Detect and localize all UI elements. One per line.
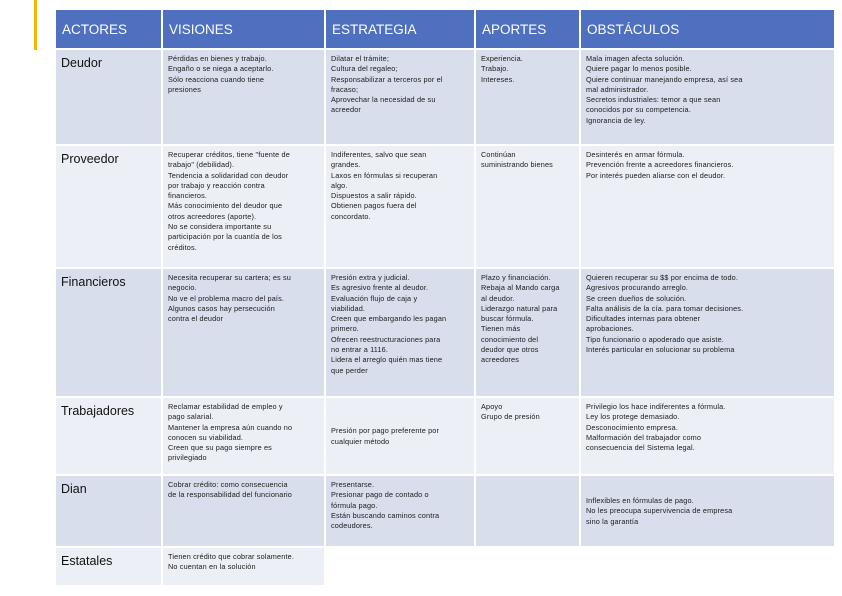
cell-line: al deudor. — [481, 293, 515, 303]
cell-line: Tipo funcionario o apoderado que asiste. — [586, 334, 724, 344]
estrategia-cell — [326, 476, 474, 546]
cell-line: Indiferentes, salvo que sean — [331, 150, 427, 159]
cell-line: Recuperar créditos, tiene "fuente de — [168, 150, 290, 159]
visiones-cell — [163, 398, 324, 474]
cell-line: Desinterés en armar fórmula. — [586, 150, 685, 159]
cell-line: Reclamar estabilidad de empleo y — [168, 402, 283, 411]
cell-line: de la responsabilidad del funcionario — [168, 490, 293, 500]
aportes-cell — [476, 269, 579, 396]
cell-line: Dilatar el trámite; — [331, 54, 389, 63]
cell-line: viabilidad. — [331, 303, 366, 313]
cell-line: No les preocupa supervivencia de empresa — [586, 506, 733, 516]
cell-line: créditos. — [168, 242, 197, 252]
cell-line: Privilegio los hace indiferentes a fórmula. — [586, 402, 726, 411]
cell-line: cualquier método — [331, 436, 390, 446]
cell-line: Falta análisis de la cía. para tomar decisiones. — [586, 303, 744, 313]
cell-line: sino la garantía — [586, 516, 639, 526]
cell-line: Engaño o se niega a aceptarlo. — [168, 64, 274, 74]
visiones-cell — [163, 548, 324, 585]
visiones-cell — [163, 476, 324, 546]
cell-line: Secretos industriales: temor a que sean — [586, 95, 721, 105]
cell-line: Presentarse. — [331, 480, 375, 489]
cell-line: Quieren recuperar su $$ por encima de todo. — [586, 273, 739, 282]
aportes-cell — [476, 476, 579, 546]
header-visiones: VISIONES — [163, 10, 324, 48]
obstaculos-cell — [581, 50, 834, 144]
cell-line: No ve el problema macro del país. — [168, 293, 285, 303]
table-row — [56, 476, 834, 546]
cell-line: Algunos casos hay persecución — [168, 303, 275, 313]
cell-line: Tienen crédito que cobrar solamente. — [168, 552, 295, 561]
cell-line: Presión extra y judicial. — [331, 273, 410, 282]
cell-line: Más conocimiento del deudor que — [168, 201, 283, 211]
cell-line: Agresivos procurando arreglo. — [586, 283, 689, 293]
cell-line: Están buscando caminos contra — [331, 510, 440, 520]
cell-line: Liderazgo natural para — [481, 303, 558, 313]
table-row — [56, 548, 834, 585]
cell-line: por trabajo y reacción contra — [168, 180, 265, 190]
cell-line: Presión por pago preferente por — [331, 426, 440, 436]
cell-line: Lidera el arreglo quién mas tiene — [331, 355, 443, 365]
header-estrategia: ESTRATEGIA — [326, 10, 474, 48]
actor-cell: Proveedor — [56, 146, 161, 267]
cell-line: Intereses. — [481, 74, 515, 84]
cell-line: No se considera importante su — [168, 222, 272, 232]
obstaculos-cell — [581, 476, 834, 546]
cell-line: consecuencia del Sistema legal. — [586, 443, 695, 453]
cell-line: pago salarial. — [168, 412, 214, 422]
cell-line: privilegiado — [168, 453, 207, 463]
cell-line: Tendencia a solidaridad con deudor — [168, 170, 289, 180]
accent-bar — [34, 0, 37, 50]
cell-line: Sólo reacciona cuando tiene — [168, 74, 265, 84]
cell-line: que perder — [331, 365, 368, 375]
cell-line: Por interés pueden aliarse con el deudor. — [586, 170, 726, 180]
cell-line: No cuentan en la solución — [168, 562, 256, 572]
actor-cell: Deudor — [56, 50, 161, 144]
estrategia-cell — [326, 398, 474, 474]
cell-line: Ley los protege demasiado. — [586, 412, 680, 422]
cell-line: contra el deudor — [168, 314, 224, 324]
cell-line: primero. — [331, 324, 359, 334]
cell-line: conocidos por su competencia. — [586, 105, 691, 115]
cell-line: Necesita recuperar su cartera; es su — [168, 273, 292, 282]
header-obstaculos: OBSTÁCULOS — [581, 10, 834, 48]
actor-cell: Dian — [56, 476, 161, 546]
cell-line: Presionar pago de contado o — [331, 490, 429, 500]
cell-line: fracaso; — [331, 84, 359, 94]
estrategia-cell — [326, 146, 474, 267]
cell-line: Plazo y financiación. — [481, 273, 551, 282]
cell-line: fórmula pago. — [331, 500, 378, 510]
header-actores: ACTORES — [56, 10, 161, 48]
cell-line: Desconocimiento empresa. — [586, 422, 679, 432]
cell-line: Creen que embargando les pagan — [331, 314, 447, 324]
cell-line: Mantener la empresa aún cuando no — [168, 422, 293, 432]
cell-line: deudor que otros — [481, 345, 539, 355]
cell-line: concordato. — [331, 211, 371, 221]
header-aportes: APORTES — [476, 10, 579, 48]
cell-line: negocio. — [168, 283, 197, 293]
cell-line: Malformación del trabajador como — [586, 432, 702, 442]
visiones-cell — [163, 50, 324, 144]
table-row — [56, 398, 834, 474]
obstaculos-cell — [581, 269, 834, 396]
cell-line: acreedor — [331, 105, 361, 115]
actor-cell: Estatales — [56, 548, 161, 585]
cell-line: trabajo" (debilidad). — [168, 160, 235, 170]
cell-line: Interés particular en solucionar su problema — [586, 345, 735, 355]
cell-line: Prevención frente a acreedores financieros. — [586, 160, 734, 170]
cell-line: algo. — [331, 180, 348, 190]
cell-line: Evaluación flujo de caja y — [331, 293, 418, 303]
cell-line: conocen su viabilidad. — [168, 432, 244, 442]
cell-line: Pérdidas en bienes y trabajo. — [168, 54, 267, 63]
estrategia-cell — [326, 269, 474, 396]
cell-line: Experiencia. — [481, 54, 523, 63]
obstaculos-cell — [581, 548, 834, 585]
cell-line: Dificultades internas para obtener — [586, 314, 701, 324]
cell-line: Laxos en fórmulas si recuperan — [331, 170, 438, 180]
cell-line: otros acreedores (aporte). — [168, 211, 257, 221]
estrategia-cell — [326, 50, 474, 144]
cell-line: Mala imagen afecta solución. — [586, 54, 685, 63]
actors-table — [54, 8, 836, 587]
aportes-cell — [476, 398, 579, 474]
aportes-cell — [476, 50, 579, 144]
cell-line: financieros. — [168, 191, 208, 201]
cell-line: aprobaciones. — [586, 324, 634, 334]
cell-line: Cobrar crédito: como consecuencia — [168, 480, 288, 489]
cell-line: acreedores — [481, 355, 520, 365]
actor-cell: Trabajadores — [56, 398, 161, 474]
cell-line: Es agresivo frente al deudor. — [331, 283, 429, 293]
aportes-cell — [476, 146, 579, 267]
cell-line: no entrar a 1116. — [331, 345, 389, 355]
visiones-cell — [163, 146, 324, 267]
table-row — [56, 50, 834, 144]
actor-cell: Financieros — [56, 269, 161, 396]
cell-line: Continúan — [481, 150, 516, 159]
cell-line: codeudores. — [331, 521, 373, 531]
cell-line: grandes. — [331, 160, 361, 170]
header-row — [56, 10, 834, 48]
cell-line: Ofrecen reestructuraciones para — [331, 334, 441, 344]
cell-line: Cultura del regaleo; — [331, 64, 398, 74]
aportes-cell — [476, 548, 579, 585]
cell-line: buscar fórmula. — [481, 314, 534, 324]
cell-line: Quiere continuar manejando empresa, así sea — [586, 74, 743, 84]
cell-line: Tienen más — [481, 324, 521, 334]
cell-line: Creen que su pago siempre es — [168, 443, 272, 453]
cell-line: Responsabilizar a terceros por el — [331, 74, 443, 84]
cell-line: Trabajo. — [481, 64, 509, 74]
cell-line: Aprovechar la necesidad de su — [331, 95, 436, 105]
cell-line: suministrando bienes — [481, 160, 553, 170]
visiones-cell — [163, 269, 324, 396]
cell-line: mal administrador. — [586, 84, 649, 94]
obstaculos-cell — [581, 146, 834, 267]
obstaculos-cell — [581, 398, 834, 474]
cell-line: conocimiento del — [481, 334, 539, 344]
cell-line: presiones — [168, 84, 201, 94]
cell-line: Quiere pagar lo menos posible. — [586, 64, 692, 74]
cell-line: Se creen dueños de solución. — [586, 293, 687, 303]
cell-line: Ignorancia de ley. — [586, 115, 646, 125]
cell-line: participación por la cuantía de los — [168, 232, 282, 242]
cell-line: Grupo de presión — [481, 412, 540, 422]
cell-line: Obtienen pagos fuera del — [331, 201, 417, 211]
table-row — [56, 146, 834, 267]
estrategia-cell — [326, 548, 474, 585]
cell-line: Inflexibles en fórmulas de pago. — [586, 496, 694, 506]
cell-line: Apoyo — [481, 402, 503, 411]
cell-line: Rebaja al Mando carga — [481, 283, 560, 293]
table-row — [56, 269, 834, 396]
cell-line: Dispuestos a salir rápido. — [331, 191, 417, 201]
